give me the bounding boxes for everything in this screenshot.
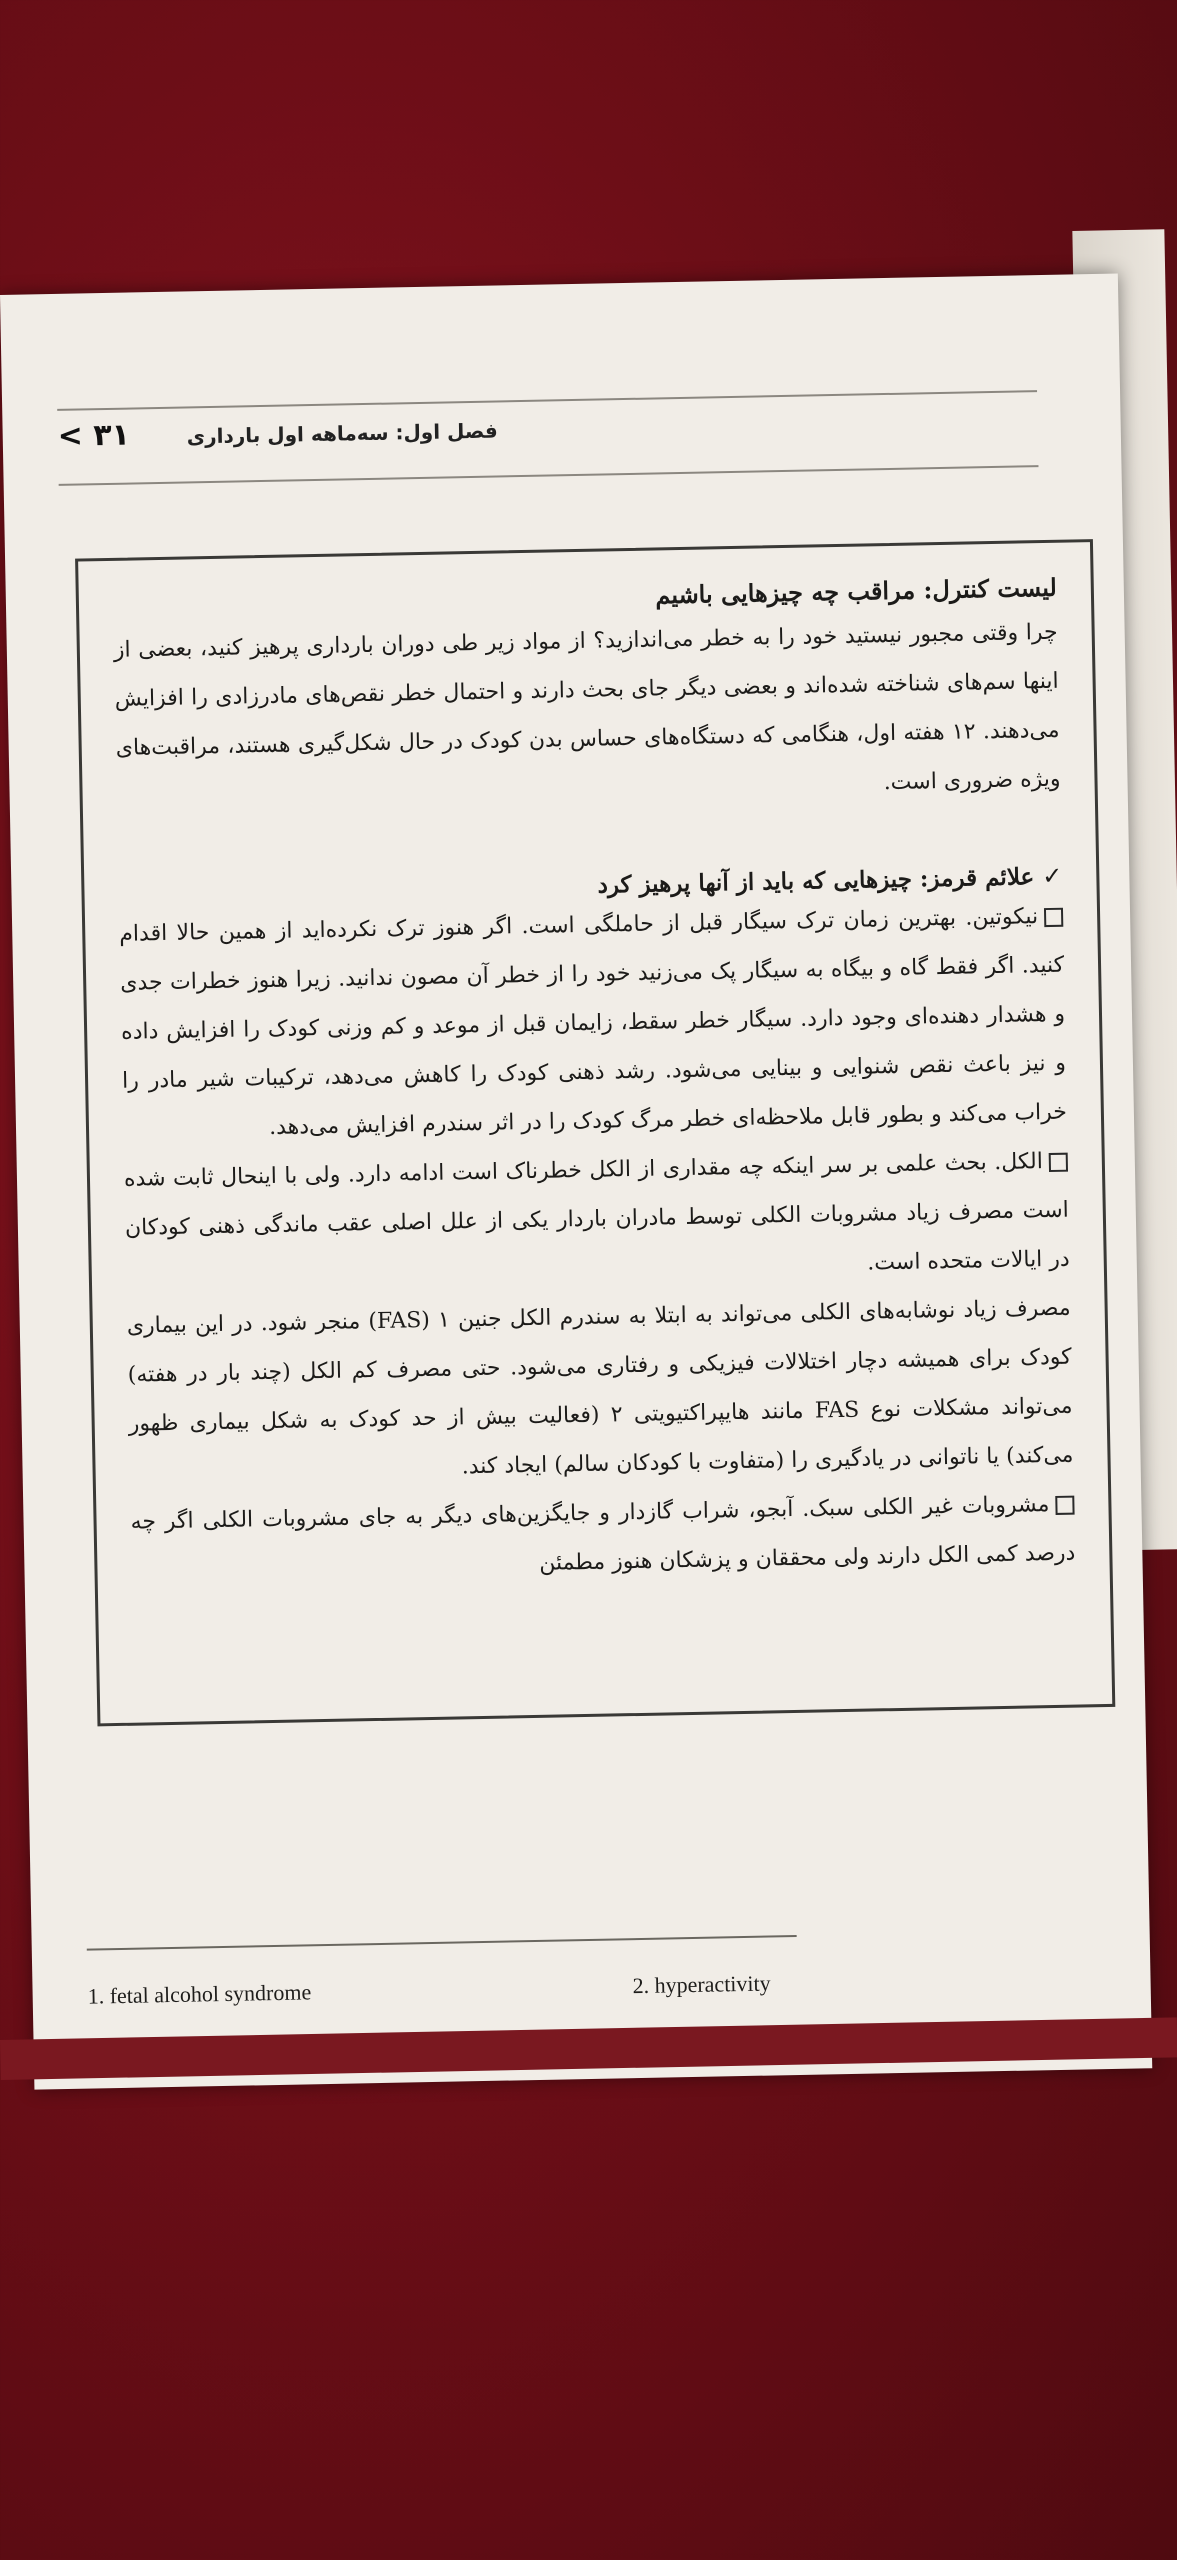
page-number: ۳۱ > (57, 417, 131, 454)
checkbox-icon (1049, 1152, 1068, 1171)
header-bottom-rule (59, 465, 1039, 486)
footnote-2: 2. hyperactivity (632, 1970, 771, 1999)
item-light-drinks (130, 1480, 1076, 1596)
checklist-content (113, 573, 1076, 1596)
checkbox-icon (1055, 1495, 1074, 1514)
item-alcohol-text: الکل. بحث علمی بر سر اینکه چه مقداری از الکل خطرناک است ادامه دارد. ولی با اینحال ثابت شده است مصرف زیاد مشروبات الکلی توسط مادران باردار یکی از علل اصلی عقب ماندگی ذهنی کودکان در ایالات متحده است. (123, 1149, 1070, 1276)
checklist-box (75, 539, 1115, 1726)
page-header (57, 400, 1038, 469)
red-flags-heading-text: علائم قرمز: چیزهایی که باید از آنها پرهیز کرد (597, 863, 1035, 899)
checklist-title: لیست کنترل: مراقب چه چیزهایی باشیم (655, 572, 1058, 610)
footnote-rule (87, 1935, 797, 1951)
checkmark-icon: ✓ (1041, 861, 1063, 891)
footnote-1: 1. fetal alcohol syndrome (87, 1979, 312, 2009)
book-page (0, 274, 1152, 2090)
item-nicotine (119, 892, 1068, 1155)
chapter-title: فصل اول: سه‌ماهه اول بارداری (186, 418, 498, 449)
intro-paragraph: چرا وقتی مجبور نیستید خود را به خطر می‌اندازید؟ از مواد زیر طی دوران بارداری پرهیز کنید، بعضی از اینها سم‌های شناخته شده‌اند و بعضی دیگر جای بحث دارند و احتمال خطر نقص‌های مادرزادی را افزایش می‌دهند. ۱۲ هفته اول، هنگامی که دستگاه‌های حساس بدن کودک در حال شکل‌گیری هستند، مراقبت‌های ویژه ضروری است. (113, 619, 1061, 796)
fas-paragraph: مصرف زیاد نوشابه‌های الکلی می‌تواند به ابتلا به سندرم الکل جنین ۱ (FAS) منجر شود. در این بیماری کودک برای همیشه دچار اختلالات فیزیکی و رفتاری می‌شود. حتی مصرف کم الکل (چند بار در هفته) می‌تواند مشکلات نوع FAS مانند هایپراکتیویتی ۲ (فعالیت بیش از حد کودک به شکل بیماری ظهور می‌کند) یا ناتوانی در یادگیری را (متفاوت با کودکان سالم) ایجاد کند. (126, 1295, 1074, 1480)
item-nicotine-text: نیکوتین. بهترین زمان ترک سیگار قبل از حاملگی است. اگر هنوز ترک نکرده‌اید از همین حالا اقدام کنید. اگر فقط گاه و بیگاه به سیگار پک می‌زنید خود را از خطر آن مصون ندانید. زیرا هنوز خطرات جدی و هشدار دهنده‌ای وجود دارد. سیگار خطر سقط، زایمان قبل از موعد و کم وزنی کودک را افزایش داده و نیز باعث نقص شنوایی و بینایی می‌شود. رشد ذهنی کودک را کاهش می‌دهد، ترکیبات شیر مادر را خراب می‌کند و بطور قابل ملاحظه‌ای خطر مرگ کودک را در اثر سندرم افزایش می‌دهد. (119, 904, 1068, 1140)
item-alcohol (124, 1137, 1071, 1302)
checkbox-icon (1044, 907, 1063, 926)
item-light-drinks-text: مشروبات غیر الکلی سبک. آبجو، شراب گازدار و جایگزین‌های دیگر به جای مشروبات الکلی اگر چه درصد کمی الکل دارند ولی محققان و پزشکان هنوز مطمئن (130, 1492, 1076, 1576)
